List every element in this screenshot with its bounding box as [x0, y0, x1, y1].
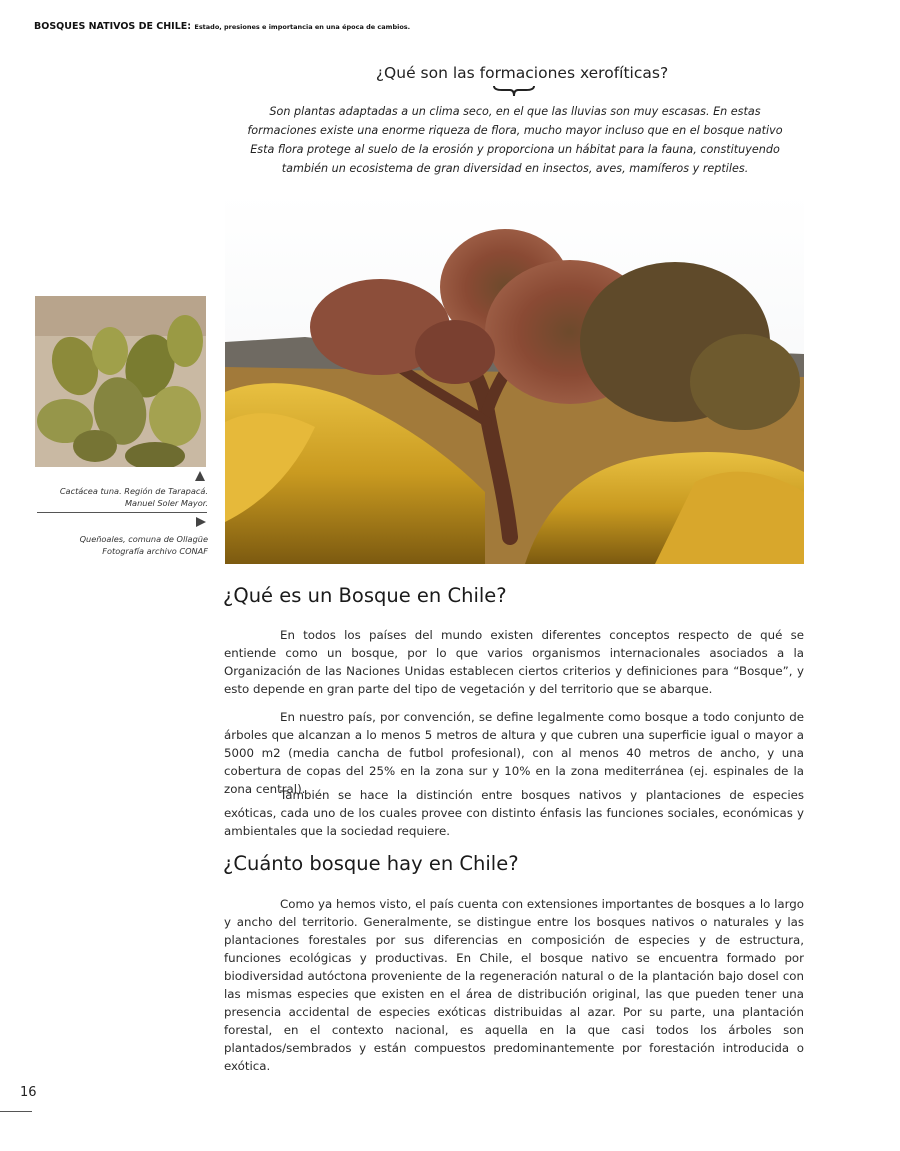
quenoa-tree-photo — [225, 192, 804, 564]
intro-line: también un ecosistema de gran diversidad en insectos, aves, mamíferos y reptiles. — [281, 162, 749, 175]
section-paragraph: En nuestro país, por convención, se define legalmente como bosque a todo conjunto de árboles que alcanzan a lo menos 5 metros de altura y que cubren una superficie igual o mayor a 5000 m2 (media cancha de futbol profesional), con al menos 40 metros de ancho, y una cobertura de copas del 25% en la zona sur y 10% en la zona mediterránea (ej. espinales de la zona central). — [224, 710, 804, 796]
running-header-subtitle: Estado, presiones e importancia en una época de cambios. — [194, 23, 411, 31]
intro-line: formaciones existe una enorme riqueza de flora, mucho mayor incluso que en el bosque nativo — [247, 124, 783, 137]
running-header-title: BOSQUES NATIVOS DE CHILE: — [34, 21, 192, 32]
cactus-caption — [30, 485, 208, 509]
caption-line: Manuel Soler Mayor. — [124, 498, 208, 508]
page-number-rule — [0, 1111, 32, 1112]
section-paragraph: En todos los países del mundo existen diferentes conceptos respecto de qué se entiende como un bosque, por lo que varios organismos internacionales asociados a la Organización de las Naciones Unidas establecen ciertos criterios y definiciones para “Bosque”, y esto depende en gran parte del tipo de vegetación y del territorio que se abarque. — [224, 628, 804, 696]
running-header — [34, 21, 410, 32]
cactus-tuna-photo — [35, 296, 206, 467]
intro-line: Son plantas adaptadas a un clima seco, en el que las lluvias son muy escasas. En estas — [269, 105, 761, 118]
page-number: 16 — [20, 1085, 37, 1100]
xerophytic-intro — [215, 102, 815, 178]
xerophytic-question-title: ¿Qué son las formaciones xerofíticas? — [375, 64, 669, 82]
section-paragraph: Como ya hemos visto, el país cuenta con extensiones importantes de bosques a lo largo y ancho del territorio. Generalmente, se distingue entre los bosques nativos o naturales y las plantaciones forestales por sus diferencias en composición de especies y de estructura, funciones ecológicas y productivas. En Chile, el bosque nativo se encuentra formado por biodiversidad autóctona proveniente de la regeneración natural o de la plantación bajo dosel con las mismas especies que existen en el área de distribución original, las que pueden tener una presencia accidental de especies exóticas distribuidas al azar. Por su parte, una plantación forestal, en el contexto nacional, es aquella en la que casi todos los árboles son plantados/sembrados y están compuestos predominantemente por forestación introducida o exótica. — [224, 897, 804, 1073]
caption-line: Queñoales, comuna de Ollagüe — [79, 534, 208, 544]
curly-brace-icon — [492, 84, 536, 98]
intro-line: Esta flora protege al suelo de la erosión y proporciona un hábitat para la fauna, constituyendo — [250, 143, 780, 156]
quenoales-caption — [30, 533, 208, 557]
caption-line: Fotografía archivo CONAF — [102, 546, 208, 556]
caption-line: Cactácea tuna. Región de Tarapacá. — [59, 486, 208, 496]
section-heading: ¿Qué es un Bosque en Chile? — [223, 584, 507, 607]
arrow-up-icon — [195, 471, 205, 481]
caption-divider — [37, 512, 207, 513]
arrow-right-icon — [196, 517, 206, 527]
section-heading: ¿Cuánto bosque hay en Chile? — [223, 852, 519, 875]
section-paragraph: También se hace la distinción entre bosques nativos y plantaciones de especies exóticas, cada uno de los cuales provee con distinto énfasis las funciones sociales, económicas y ambientales que la sociedad requiere. — [224, 788, 804, 838]
